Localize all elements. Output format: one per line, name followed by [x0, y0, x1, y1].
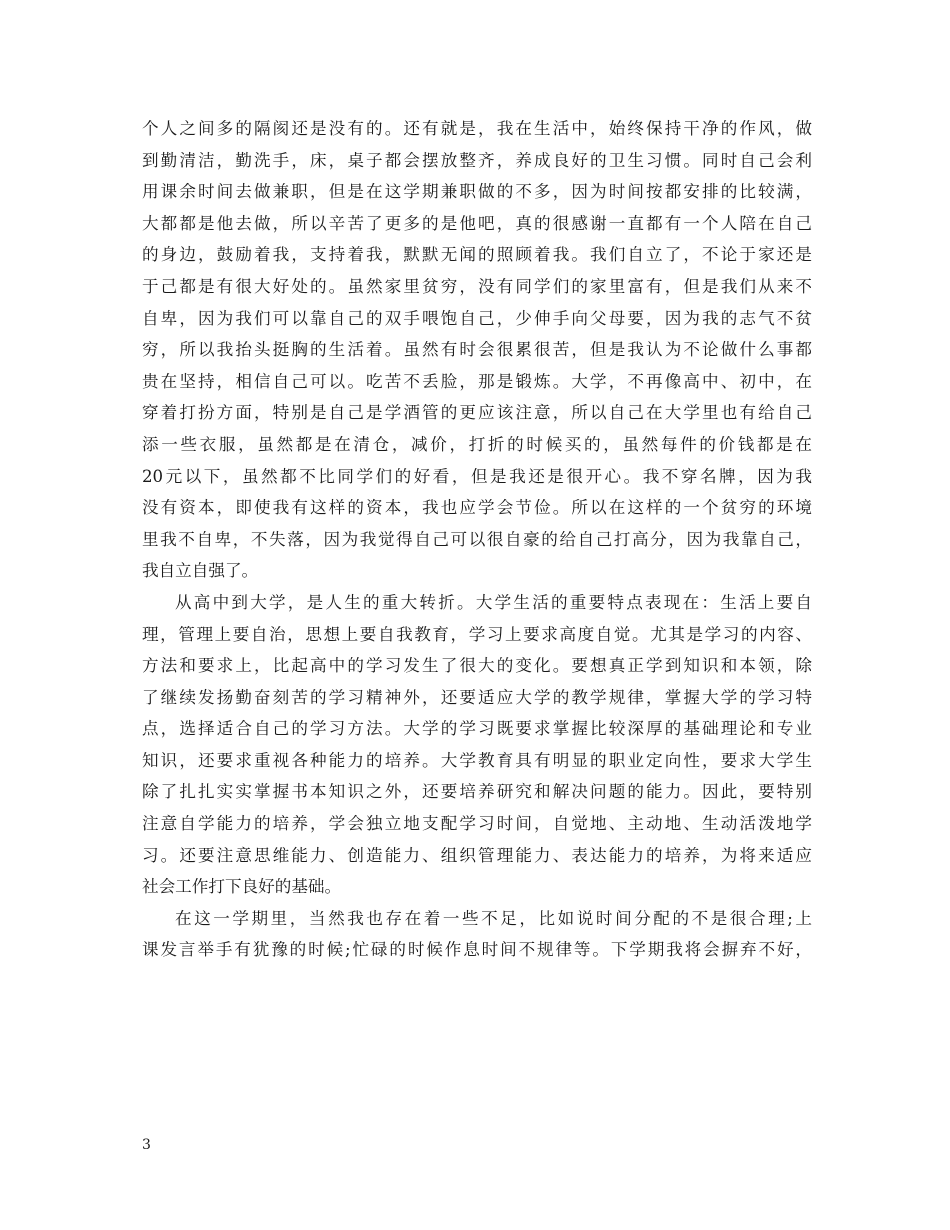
text-line: 方法和要求上，比起高中的学习发生了很大的变化。要想真正学到知识和本领，除 — [142, 656, 812, 676]
text-line: 除了扎扎实实掌握书本知识之外，还要培养研究和解决问题的能力。因此，要特别 — [142, 782, 812, 802]
text-line: 点，选择适合自己的学习方法。大学的学习既要求掌握比较深厚的基础理论和专业 — [142, 719, 812, 739]
page-number: 3 — [142, 1137, 151, 1153]
body-text — [142, 113, 812, 966]
text-line: 我自立自强了。 — [142, 561, 259, 581]
text-line: 没有资本，即使我有这样的资本，我也应学会节俭。所以在这样的一个贫穷的环境 — [142, 498, 812, 518]
text-line: 添一些衣服，虽然都是在清仓，减价，打折的时候买的，虽然每件的价钱都是在 — [142, 434, 812, 454]
text-line: 注意自学能力的培养，学会独立地支配学习时间，自觉地、主动地、生动活泼地学 — [142, 814, 812, 834]
text-line: 社会工作打下良好的基础。 — [142, 877, 342, 897]
text-line: 里我不自卑，不失落，因为我觉得自己可以很自豪的给自己打高分，因为我靠自己， — [142, 529, 812, 549]
text-line: 自卑，因为我们可以靠自己的双手喂饱自己，少伸手向父母要，因为我的志气不贫 — [142, 308, 812, 328]
text-line: 理，管理上要自治，思想上要自我教育，学习上要求高度自觉。尤其是学习的内容、 — [142, 624, 812, 644]
text-line: 课发言举手有犹豫的时候;忙碌的时候作息时间不规律等。下学期我将会摒弃不好， — [142, 940, 812, 960]
text-line: 了继续发扬勤奋刻苦的学习精神外，还要适应大学的教学规律，掌握大学的学习特 — [142, 687, 812, 707]
text-line: 习。还要注意思维能力、创造能力、组织管理能力、表达能力的培养，为将来适应 — [142, 845, 812, 865]
text-line: 大都都是他去做，所以辛苦了更多的是他吧，真的很感谢一直都有一个人陪在自己 — [142, 213, 812, 233]
text-line: 到勤清洁，勤洗手，床，桌子都会摆放整齐，养成良好的卫生习惯。同时自己会利 — [142, 150, 812, 170]
text-line: 知识，还要求重视各种能力的培养。大学教育具有明显的职业定向性，要求大学生 — [142, 750, 812, 770]
text-line: 的身边，鼓励着我，支持着我，默默无闻的照顾着我。我们自立了，不论于家还是 — [142, 245, 812, 265]
text-line: 穷，所以我抬头挺胸的生活着。虽然有时会很累很苦，但是我认为不论做什么事都 — [142, 340, 812, 360]
text-line: 从高中到大学，是人生的重大转折。大学生活的重要特点表现在：生活上要自 — [175, 592, 812, 612]
text-line: 20元以下，虽然都不比同学们的好看，但是我还是很开心。我不穿名牌，因为我 — [142, 466, 812, 486]
text-line: 个人之间多的隔阂还是没有的。还有就是，我在生活中，始终保持干净的作风，做 — [142, 119, 812, 138]
text-line: 穿着打扮方面，特别是自己是学酒管的更应该注意，所以自己在大学里也有给自己 — [142, 403, 812, 423]
text-line: 贵在坚持，相信自己可以。吃苦不丢脸，那是锻炼。大学，不再像高中、初中，在 — [142, 371, 812, 391]
text-line: 于己都是有很大好处的。虽然家里贫穷，没有同学们的家里富有，但是我们从来不 — [142, 276, 812, 296]
text-line: 用课余时间去做兼职，但是在这学期兼职做的不多，因为时间按都安排的比较满， — [142, 182, 812, 202]
text-line: 在这一学期里，当然我也存在着一些不足，比如说时间分配的不是很合理;上 — [175, 908, 812, 928]
